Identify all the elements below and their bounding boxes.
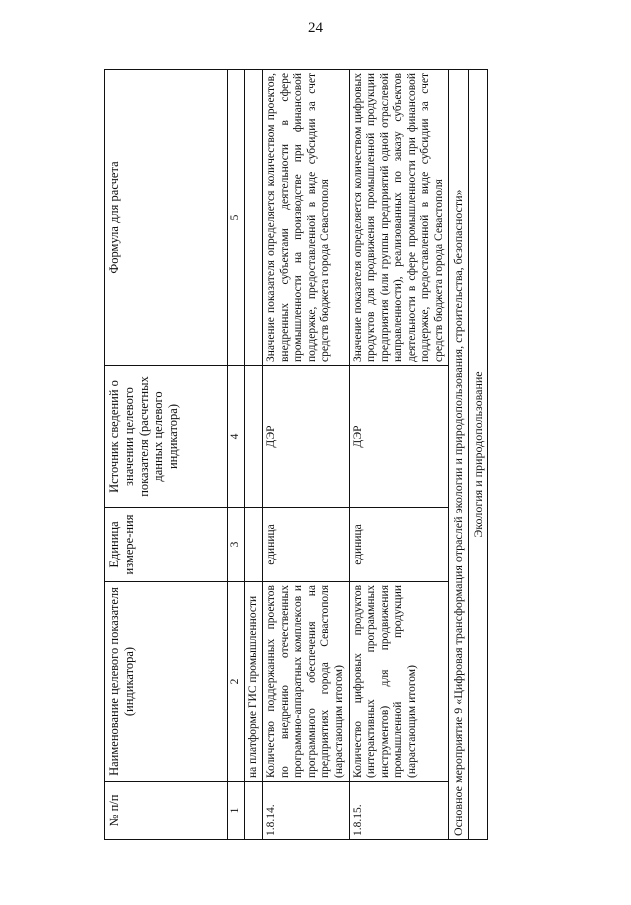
col-number-1: 1 [228, 782, 245, 840]
section-title: Основное мероприятие 9 «Цифровая трансформация отраслей экологии и природопользования, строительства, безопасности» [449, 70, 468, 840]
carryover-formula [244, 70, 263, 366]
header-num: № п/п [105, 782, 228, 840]
section-row [449, 70, 468, 840]
carryover-name: на платформе ГИС промышленности [244, 582, 263, 782]
indicator-table [104, 69, 488, 840]
row-source: ДЭР [349, 366, 449, 508]
subsection-title: Экология и природопользование [468, 70, 487, 840]
row-source: ДЭР [263, 366, 349, 508]
row-name: Количество поддержанных проектов по внедрению отечественных программно-аппаратных комплексов и программного обеспечения на предприятиях города Севастополя (нарастающим итогом) [263, 582, 349, 782]
row-code: 1.8.15. [349, 782, 449, 840]
row-code: 1.8.14. [263, 782, 349, 840]
rotated-table-container [104, 70, 580, 840]
row-formula: Значение показателя определяется количеством проектов, внедренных субъектами деятельности в сфере промышленности на производстве при финансовой поддержке, предоставленной в виде субсидии за счет средств бюджета города Севастополя [263, 70, 349, 366]
col-number-5: 5 [228, 70, 245, 366]
carryover-unit [244, 508, 263, 582]
header-source: Источник сведений о значении целевого показателя (расчетных данных целевого индикатора) [105, 366, 228, 508]
row-unit: единица [263, 508, 349, 582]
page-number: 24 [308, 20, 323, 36]
col-number-4: 4 [228, 366, 245, 508]
carryover-code [244, 782, 263, 840]
carryover-row [244, 70, 263, 840]
col-number-2: 2 [228, 582, 245, 782]
col-number-3: 3 [228, 508, 245, 582]
carryover-source [244, 366, 263, 508]
table-row [263, 70, 349, 840]
rotated-table-inner [104, 70, 580, 840]
header-unit: Единица измере-ния [105, 508, 228, 582]
row-name: Количество цифровых продуктов (интерактивных программных инструментов) для продвижения промышленной продукции (нарастающим итогом) [349, 582, 449, 782]
row-unit: единица [349, 508, 449, 582]
subsection-row [468, 70, 487, 840]
header-formula: Формула для расчета [105, 70, 228, 366]
row-formula: Значение показателя определяется количеством цифровых продуктов для продвижения промышленной продукции предприятия (или группы предприятий одной отраслевой направленности), реализованных по заказу субъектов деятельности в сфере промышленности при финансовой поддержке, предоставленной в виде субсидии за счет средств бюджета города Севастополя [349, 70, 449, 366]
header-row [105, 70, 228, 840]
header-name: Наименование целевого показателя (индикатора) [105, 582, 228, 782]
table-row [349, 70, 449, 840]
column-number-row [228, 70, 245, 840]
